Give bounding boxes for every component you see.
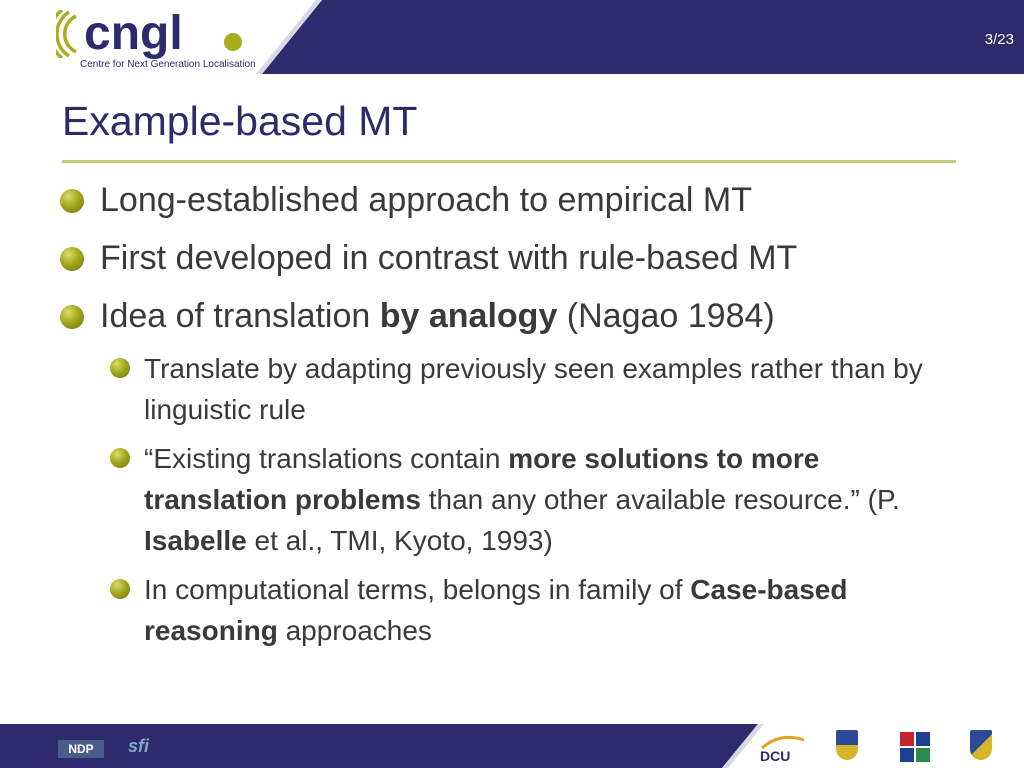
ucd-crest-icon <box>836 730 858 760</box>
logo-wordmark: cngl <box>84 7 183 60</box>
bullet-text-post: (Nagao 1984) <box>557 297 775 335</box>
sub-bullet-text-bold: more solutions to more translation problems <box>144 443 820 515</box>
signal-waves-icon <box>56 10 84 58</box>
footer-band <box>0 724 1024 768</box>
bullet-text-bold: by analogy <box>379 297 558 335</box>
university-crest-icon <box>970 730 992 760</box>
bullet-text-pre: Idea of translation <box>100 297 380 335</box>
slide-header <box>0 0 1024 74</box>
page-number: 3/23 <box>984 31 1014 48</box>
bullet-dot-icon <box>60 189 84 213</box>
sub-bullet-item <box>144 569 954 651</box>
sub-bullet-item <box>144 348 954 430</box>
sub-bullet-dot-icon <box>110 579 130 599</box>
title-rule <box>62 160 956 163</box>
sub-bullet-text-bold: Case-based reasoning <box>144 574 848 646</box>
logo-dot <box>224 33 242 51</box>
sfi-logo: sfi <box>128 736 150 756</box>
sub-bullet-text-pre: “Existing translations contain <box>144 443 509 474</box>
bullet-dot-icon <box>60 305 84 329</box>
cngl-logo <box>56 6 276 72</box>
ndp-logo: NDP <box>58 740 104 758</box>
sub-bullet-text-post: approaches <box>277 615 432 646</box>
sub-bullet-text-bold: Isabelle <box>144 525 247 556</box>
logo-subtitle: Centre for Next Generation Localisation <box>80 59 256 70</box>
dcu-wordmark: DCU <box>760 748 791 764</box>
bullet-text: First developed in contrast with rule-based MT <box>100 239 798 277</box>
dcu-logo <box>760 734 806 764</box>
bullet-item <box>100 296 775 336</box>
sub-bullet-text-mid: than any other available resource.” (P. <box>420 484 900 515</box>
slide-footer <box>0 724 1024 768</box>
sub-bullet-text-post: et al., TMI, Kyoto, 1993) <box>246 525 553 556</box>
sub-bullet-dot-icon <box>110 448 130 468</box>
sub-bullet-item <box>144 438 954 561</box>
bullet-dot-icon <box>60 247 84 271</box>
trinity-logo-icon <box>900 732 930 762</box>
slide-title: Example-based MT <box>62 98 418 144</box>
sub-bullet-text-pre: In computational terms, belongs in family of <box>144 574 691 605</box>
bullet-item <box>100 238 797 278</box>
bullet-item <box>100 180 752 220</box>
bullet-text: Long-established approach to empirical MT <box>100 181 753 219</box>
sub-bullet-text: Translate by adapting previously seen examples rather than by linguistic rule <box>144 353 923 425</box>
sub-bullet-dot-icon <box>110 358 130 378</box>
